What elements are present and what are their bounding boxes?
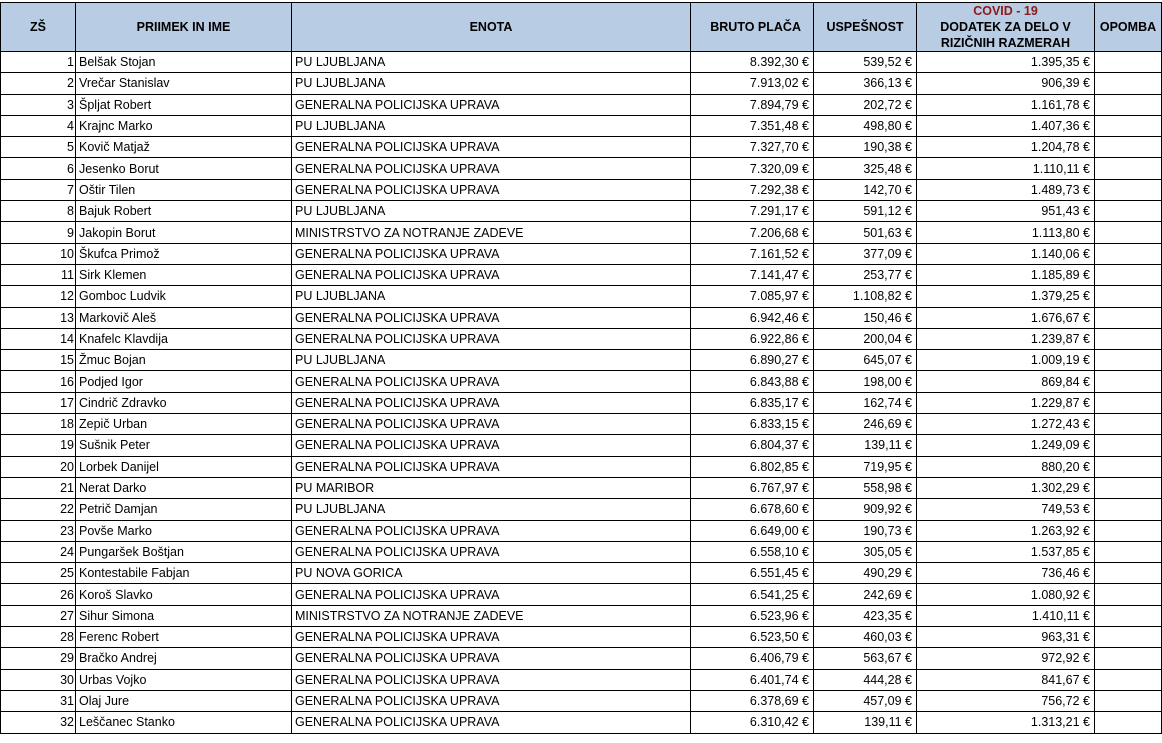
cell-performance: 242,69 € [814,584,917,605]
cell-name: Koroš Slavko [76,584,292,605]
cell-unit: GENERALNA POLICIJSKA UPRAVA [292,669,691,690]
cell-unit: PU LJUBLJANA [292,115,691,136]
table-row [1,371,1162,392]
cell-zs: 5 [1,137,76,158]
cell-zs: 22 [1,499,76,520]
header-row [1,3,1162,52]
header-note: OPOMBA [1095,3,1162,52]
cell-unit: GENERALNA POLICIJSKA UPRAVA [292,137,691,158]
cell-performance: 457,09 € [814,690,917,711]
cell-note [1095,669,1162,690]
cell-unit: GENERALNA POLICIJSKA UPRAVA [292,414,691,435]
cell-gross: 8.392,30 € [691,52,814,73]
table-row [1,563,1162,584]
cell-zs: 16 [1,371,76,392]
header-performance: USPEŠNOST [814,3,917,52]
cell-zs: 27 [1,605,76,626]
cell-name: Petrič Damjan [76,499,292,520]
cell-unit: GENERALNA POLICIJSKA UPRAVA [292,712,691,733]
cell-covid: 1.249,09 € [917,435,1095,456]
cell-gross: 7.206,68 € [691,222,814,243]
cell-name: Bračko Andrej [76,648,292,669]
cell-name: Škufca Primož [76,243,292,264]
cell-name: Ferenc Robert [76,627,292,648]
cell-gross: 6.523,96 € [691,605,814,626]
cell-unit: MINISTRSTVO ZA NOTRANJE ZADEVE [292,605,691,626]
cell-name: Oštir Tilen [76,179,292,200]
table-row [1,286,1162,307]
header-name: PRIIMEK IN IME [76,3,292,52]
table-row [1,222,1162,243]
cell-covid: 756,72 € [917,690,1095,711]
cell-zs: 7 [1,179,76,200]
cell-performance: 139,11 € [814,712,917,733]
cell-performance: 460,03 € [814,627,917,648]
table-row [1,477,1162,498]
cell-gross: 6.802,85 € [691,456,814,477]
cell-unit: GENERALNA POLICIJSKA UPRAVA [292,94,691,115]
cell-name: Bajuk Robert [76,201,292,222]
cell-covid: 1.313,21 € [917,712,1095,733]
table-row [1,179,1162,200]
cell-performance: 539,52 € [814,52,917,73]
cell-gross: 6.833,15 € [691,414,814,435]
cell-unit: MINISTRSTVO ZA NOTRANJE ZADEVE [292,222,691,243]
header-zs: ZŠ [1,3,76,52]
table-row [1,627,1162,648]
cell-gross: 6.804,37 € [691,435,814,456]
cell-performance: 162,74 € [814,392,917,413]
cell-note [1095,52,1162,73]
cell-zs: 21 [1,477,76,498]
table-row [1,392,1162,413]
cell-gross: 7.291,17 € [691,201,814,222]
cell-performance: 325,48 € [814,158,917,179]
cell-unit: GENERALNA POLICIJSKA UPRAVA [292,392,691,413]
cell-covid: 1.110,11 € [917,158,1095,179]
cell-zs: 28 [1,627,76,648]
cell-gross: 6.541,25 € [691,584,814,605]
cell-zs: 18 [1,414,76,435]
cell-covid: 1.263,92 € [917,520,1095,541]
cell-zs: 26 [1,584,76,605]
cell-covid: 1.009,19 € [917,350,1095,371]
table-row [1,264,1162,285]
cell-zs: 31 [1,690,76,711]
cell-note [1095,520,1162,541]
cell-zs: 10 [1,243,76,264]
cell-gross: 6.378,69 € [691,690,814,711]
cell-performance: 501,63 € [814,222,917,243]
cell-name: Leščanec Stanko [76,712,292,733]
cell-covid: 1.140,06 € [917,243,1095,264]
cell-name: Jakopin Borut [76,222,292,243]
cell-zs: 11 [1,264,76,285]
cell-zs: 19 [1,435,76,456]
cell-gross: 7.161,52 € [691,243,814,264]
cell-gross: 6.922,86 € [691,328,814,349]
cell-covid: 1.676,67 € [917,307,1095,328]
cell-note [1095,392,1162,413]
cell-gross: 6.523,50 € [691,627,814,648]
cell-unit: PU LJUBLJANA [292,73,691,94]
table-row [1,584,1162,605]
cell-note [1095,627,1162,648]
cell-gross: 6.406,79 € [691,648,814,669]
cell-covid: 1.407,36 € [917,115,1095,136]
cell-performance: 490,29 € [814,563,917,584]
table-row [1,307,1162,328]
cell-covid: 1.302,29 € [917,477,1095,498]
cell-note [1095,541,1162,562]
cell-note [1095,243,1162,264]
cell-note [1095,690,1162,711]
cell-covid: 1.537,85 € [917,541,1095,562]
cell-zs: 4 [1,115,76,136]
cell-note [1095,435,1162,456]
cell-note [1095,307,1162,328]
cell-gross: 7.320,09 € [691,158,814,179]
cell-covid: 1.239,87 € [917,328,1095,349]
cell-covid: 1.489,73 € [917,179,1095,200]
cell-gross: 7.327,70 € [691,137,814,158]
cell-covid: 951,43 € [917,201,1095,222]
cell-name: Nerat Darko [76,477,292,498]
cell-performance: 719,95 € [814,456,917,477]
cell-zs: 30 [1,669,76,690]
cell-unit: GENERALNA POLICIJSKA UPRAVA [292,690,691,711]
salary-table [0,2,1162,734]
header-gross: BRUTO PLAČA [691,3,814,52]
cell-unit: GENERALNA POLICIJSKA UPRAVA [292,158,691,179]
cell-performance: 305,05 € [814,541,917,562]
cell-name: Sihur Simona [76,605,292,626]
cell-performance: 444,28 € [814,669,917,690]
cell-unit: PU LJUBLJANA [292,286,691,307]
cell-performance: 202,72 € [814,94,917,115]
cell-performance: 150,46 € [814,307,917,328]
cell-covid: 1.161,78 € [917,94,1095,115]
cell-note [1095,605,1162,626]
table-row [1,520,1162,541]
cell-name: Vrečar Stanislav [76,73,292,94]
cell-zs: 14 [1,328,76,349]
cell-name: Pungaršek Boštjan [76,541,292,562]
cell-covid: 736,46 € [917,563,1095,584]
table-row [1,669,1162,690]
cell-zs: 12 [1,286,76,307]
cell-name: Kontestabile Fabjan [76,563,292,584]
cell-note [1095,137,1162,158]
cell-zs: 3 [1,94,76,115]
cell-name: Podjed Igor [76,371,292,392]
cell-performance: 423,35 € [814,605,917,626]
cell-zs: 29 [1,648,76,669]
header-covid [917,3,1095,52]
table-header [1,3,1162,52]
cell-performance: 558,98 € [814,477,917,498]
table-row [1,499,1162,520]
cell-unit: GENERALNA POLICIJSKA UPRAVA [292,584,691,605]
cell-note [1095,414,1162,435]
cell-note [1095,222,1162,243]
cell-gross: 6.310,42 € [691,712,814,733]
cell-gross: 7.913,02 € [691,73,814,94]
cell-unit: PU LJUBLJANA [292,52,691,73]
table-row [1,328,1162,349]
cell-note [1095,286,1162,307]
table-row [1,158,1162,179]
cell-unit: GENERALNA POLICIJSKA UPRAVA [292,627,691,648]
cell-covid: 880,20 € [917,456,1095,477]
cell-name: Kovič Matjaž [76,137,292,158]
cell-covid: 841,67 € [917,669,1095,690]
cell-gross: 7.141,47 € [691,264,814,285]
cell-covid: 1.080,92 € [917,584,1095,605]
cell-performance: 645,07 € [814,350,917,371]
cell-performance: 200,04 € [814,328,917,349]
cell-note [1095,456,1162,477]
table-row [1,541,1162,562]
cell-note [1095,371,1162,392]
cell-covid: 1.229,87 € [917,392,1095,413]
cell-unit: GENERALNA POLICIJSKA UPRAVA [292,648,691,669]
cell-name: Olaj Jure [76,690,292,711]
cell-gross: 6.558,10 € [691,541,814,562]
cell-zs: 6 [1,158,76,179]
table-row [1,52,1162,73]
cell-covid: 1.272,43 € [917,414,1095,435]
table-row [1,414,1162,435]
cell-gross: 7.351,48 € [691,115,814,136]
cell-name: Urbas Vojko [76,669,292,690]
cell-note [1095,350,1162,371]
cell-unit: GENERALNA POLICIJSKA UPRAVA [292,307,691,328]
cell-covid: 1.379,25 € [917,286,1095,307]
cell-gross: 7.085,97 € [691,286,814,307]
cell-covid: 749,53 € [917,499,1095,520]
cell-zs: 1 [1,52,76,73]
table-body [1,52,1162,734]
cell-unit: GENERALNA POLICIJSKA UPRAVA [292,541,691,562]
cell-gross: 6.767,97 € [691,477,814,498]
cell-unit: GENERALNA POLICIJSKA UPRAVA [292,243,691,264]
cell-performance: 190,38 € [814,137,917,158]
cell-performance: 142,70 € [814,179,917,200]
cell-performance: 563,67 € [814,648,917,669]
header-covid-subtitle: DODATEK ZA DELO V RIZIČNIH RAZMERAH [940,20,1071,50]
cell-note [1095,115,1162,136]
cell-zs: 13 [1,307,76,328]
cell-name: Lorbek Danijel [76,456,292,477]
cell-zs: 32 [1,712,76,733]
table-row [1,73,1162,94]
cell-performance: 198,00 € [814,371,917,392]
cell-gross: 6.551,45 € [691,563,814,584]
cell-zs: 15 [1,350,76,371]
cell-covid: 906,39 € [917,73,1095,94]
cell-gross: 6.835,17 € [691,392,814,413]
cell-performance: 366,13 € [814,73,917,94]
cell-name: Povše Marko [76,520,292,541]
cell-unit: PU LJUBLJANA [292,350,691,371]
cell-note [1095,264,1162,285]
cell-gross: 6.843,88 € [691,371,814,392]
cell-gross: 6.678,60 € [691,499,814,520]
cell-covid: 1.204,78 € [917,137,1095,158]
cell-note [1095,563,1162,584]
cell-covid: 963,31 € [917,627,1095,648]
table-row [1,201,1162,222]
cell-performance: 246,69 € [814,414,917,435]
cell-zs: 9 [1,222,76,243]
cell-covid: 1.395,35 € [917,52,1095,73]
cell-unit: GENERALNA POLICIJSKA UPRAVA [292,264,691,285]
cell-performance: 377,09 € [814,243,917,264]
cell-zs: 2 [1,73,76,94]
header-covid-title: COVID - 19 [973,4,1038,18]
cell-note [1095,477,1162,498]
cell-note [1095,158,1162,179]
cell-covid: 1.113,80 € [917,222,1095,243]
table-row [1,605,1162,626]
table-row [1,94,1162,115]
table-row [1,456,1162,477]
cell-name: Belšak Stojan [76,52,292,73]
cell-performance: 591,12 € [814,201,917,222]
cell-performance: 253,77 € [814,264,917,285]
cell-performance: 909,92 € [814,499,917,520]
cell-unit: GENERALNA POLICIJSKA UPRAVA [292,328,691,349]
cell-name: Žmuc Bojan [76,350,292,371]
cell-name: Zepič Urban [76,414,292,435]
cell-covid: 972,92 € [917,648,1095,669]
cell-name: Cindrič Zdravko [76,392,292,413]
cell-performance: 1.108,82 € [814,286,917,307]
cell-unit: GENERALNA POLICIJSKA UPRAVA [292,371,691,392]
cell-unit: PU NOVA GORICA [292,563,691,584]
cell-unit: GENERALNA POLICIJSKA UPRAVA [292,179,691,200]
table-row [1,137,1162,158]
table-row [1,115,1162,136]
table-row [1,243,1162,264]
table-row [1,435,1162,456]
cell-name: Sirk Klemen [76,264,292,285]
cell-gross: 7.292,38 € [691,179,814,200]
cell-note [1095,648,1162,669]
cell-unit: GENERALNA POLICIJSKA UPRAVA [292,520,691,541]
cell-note [1095,328,1162,349]
cell-zs: 23 [1,520,76,541]
cell-zs: 20 [1,456,76,477]
cell-name: Gomboc Ludvik [76,286,292,307]
cell-unit: GENERALNA POLICIJSKA UPRAVA [292,435,691,456]
cell-performance: 139,11 € [814,435,917,456]
cell-covid: 869,84 € [917,371,1095,392]
cell-zs: 8 [1,201,76,222]
table-row [1,350,1162,371]
cell-unit: PU MARIBOR [292,477,691,498]
cell-gross: 6.401,74 € [691,669,814,690]
cell-covid: 1.185,89 € [917,264,1095,285]
cell-name: Knafelc Klavdija [76,328,292,349]
cell-zs: 17 [1,392,76,413]
cell-name: Špljat Robert [76,94,292,115]
cell-note [1095,712,1162,733]
cell-unit: PU LJUBLJANA [292,499,691,520]
cell-name: Sušnik Peter [76,435,292,456]
cell-zs: 24 [1,541,76,562]
cell-gross: 6.942,46 € [691,307,814,328]
cell-note [1095,201,1162,222]
cell-gross: 6.649,00 € [691,520,814,541]
cell-note [1095,179,1162,200]
cell-note [1095,94,1162,115]
cell-name: Krajnc Marko [76,115,292,136]
cell-note [1095,73,1162,94]
cell-note [1095,499,1162,520]
header-unit: ENOTA [292,3,691,52]
cell-unit: GENERALNA POLICIJSKA UPRAVA [292,456,691,477]
table-row [1,690,1162,711]
table-row [1,648,1162,669]
cell-note [1095,584,1162,605]
cell-covid: 1.410,11 € [917,605,1095,626]
table-row [1,712,1162,733]
cell-name: Jesenko Borut [76,158,292,179]
cell-performance: 190,73 € [814,520,917,541]
cell-unit: PU LJUBLJANA [292,201,691,222]
cell-zs: 25 [1,563,76,584]
cell-performance: 498,80 € [814,115,917,136]
cell-name: Markovič Aleš [76,307,292,328]
cell-gross: 6.890,27 € [691,350,814,371]
cell-gross: 7.894,79 € [691,94,814,115]
